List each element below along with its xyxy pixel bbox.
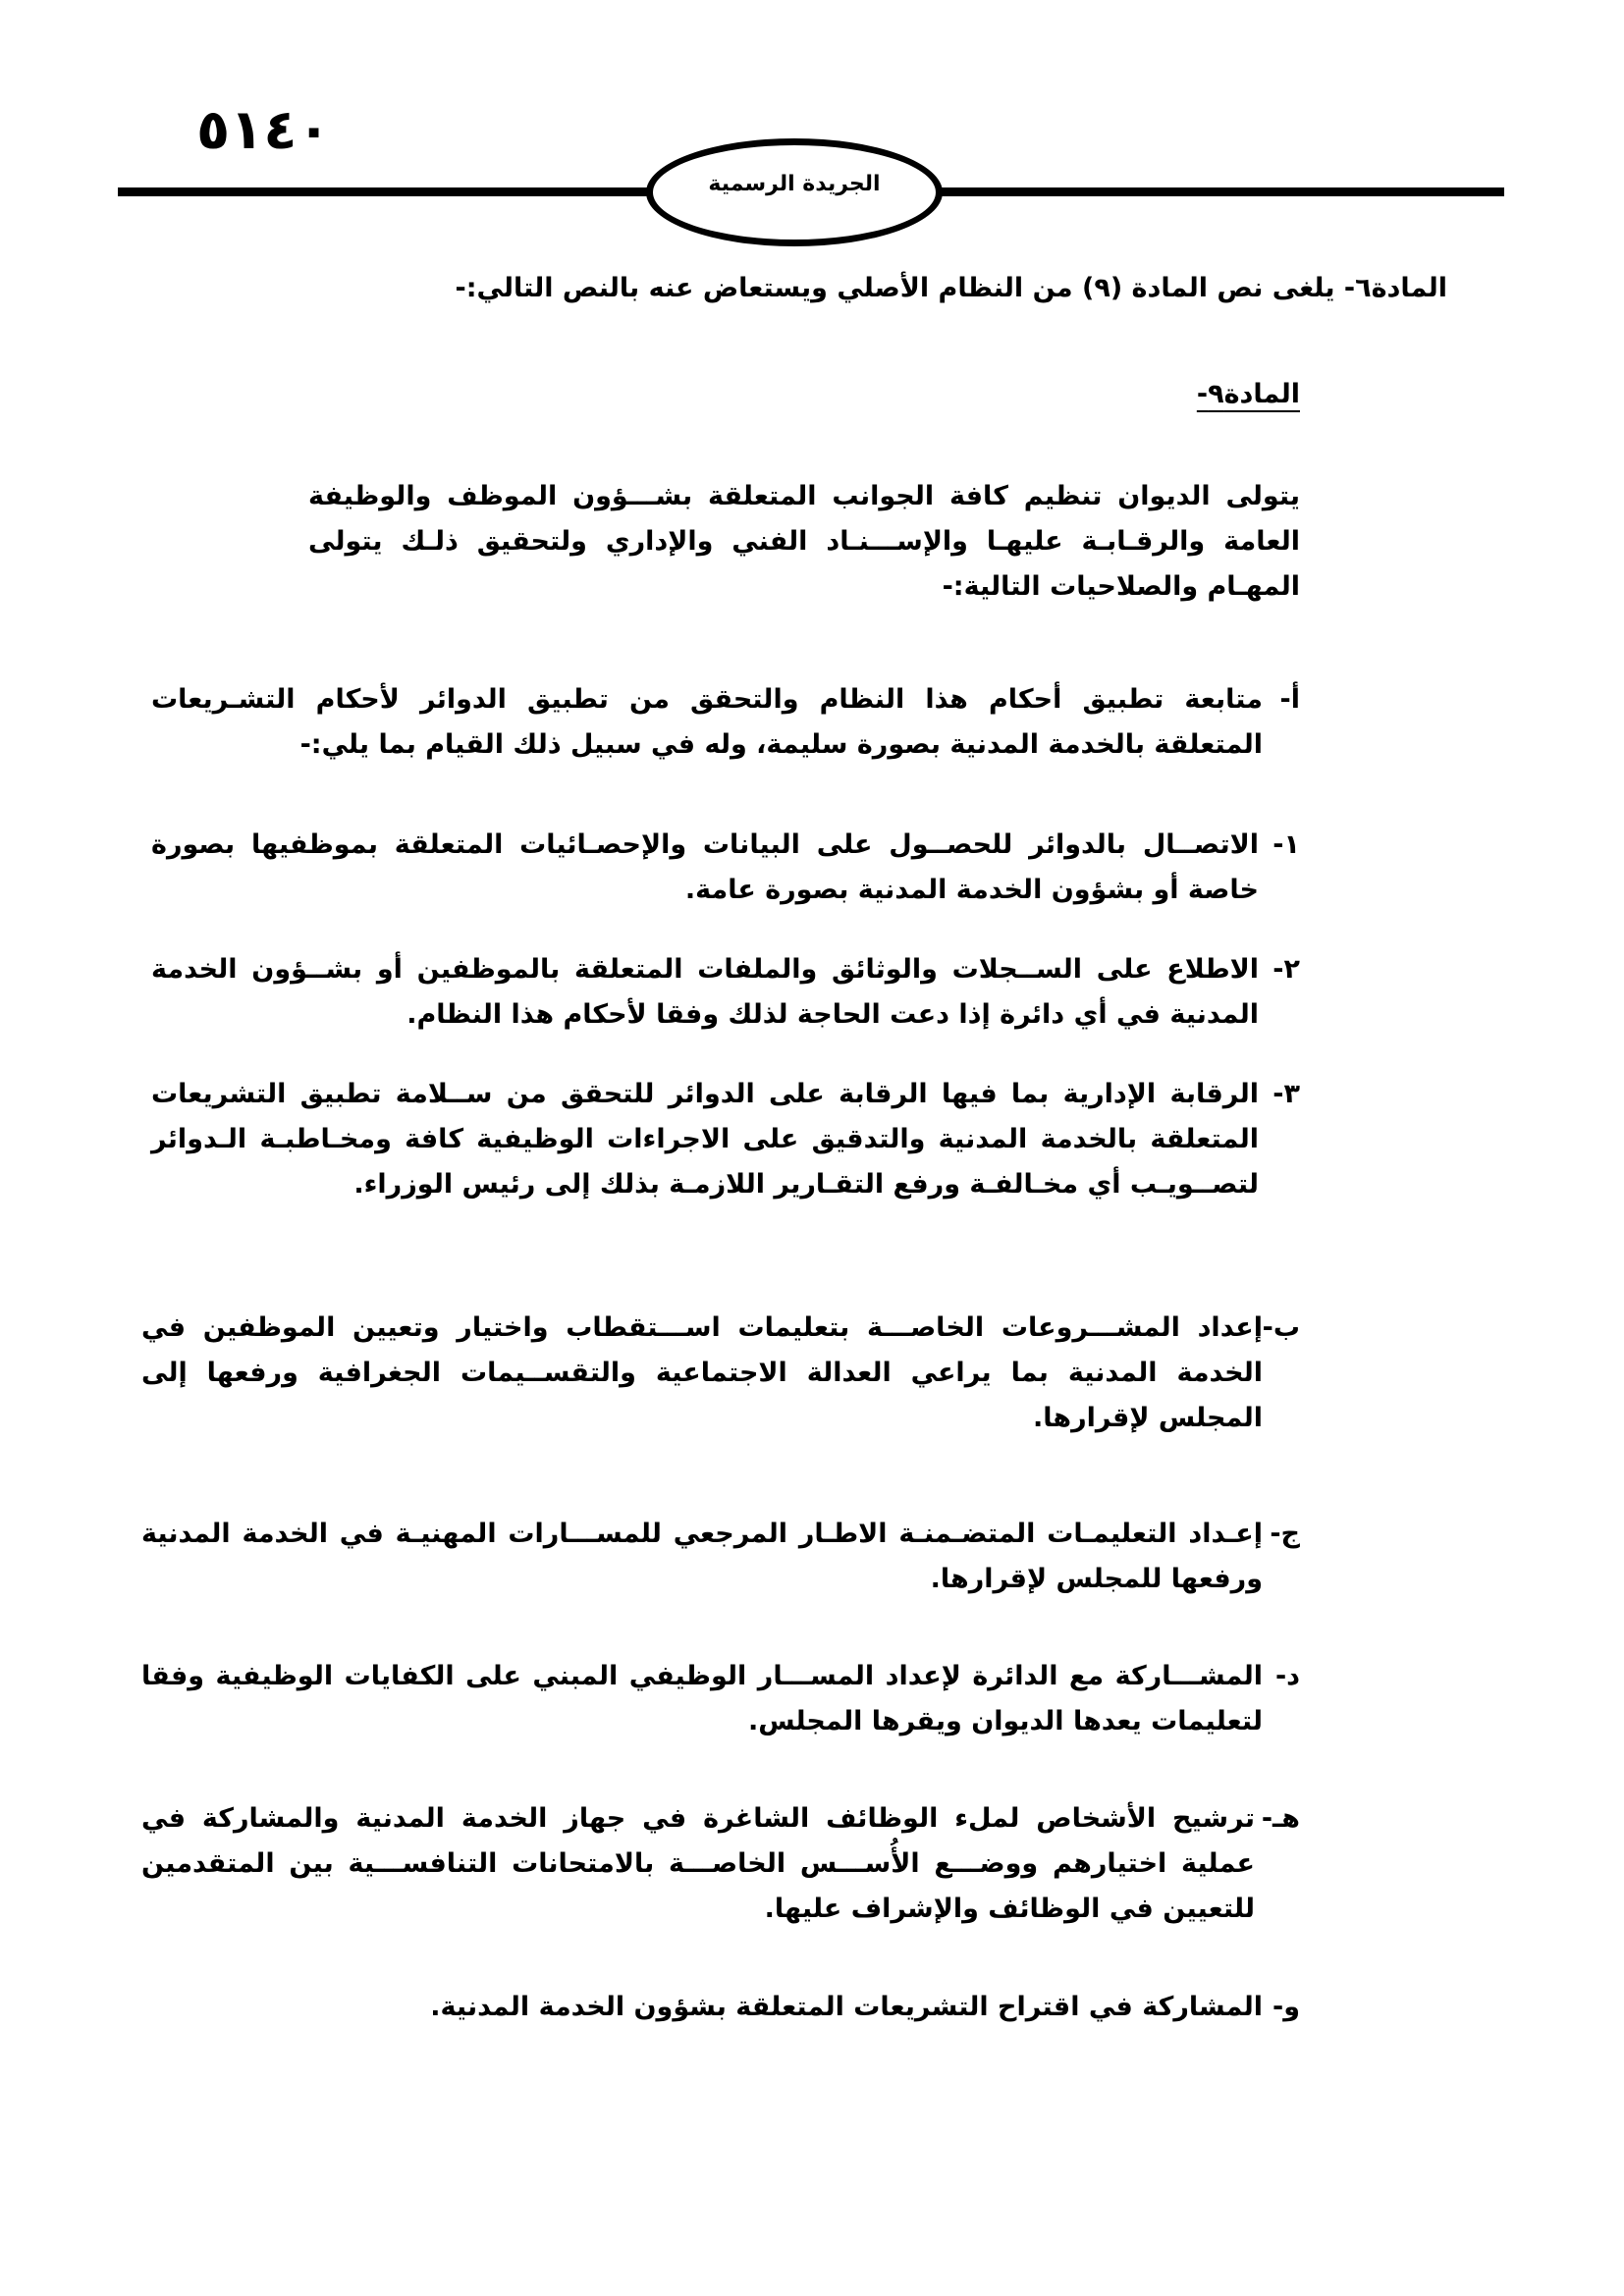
subitem-marker: ٢- (1272, 954, 1300, 985)
article-6-text: المادة٦- يلغى نص المادة (٩) من النظام الأصلي ويستعاض عنه بالنص التالي:- (455, 273, 1447, 303)
item-marker: أ- (1279, 684, 1300, 715)
item-text: إعداد المشـــروعات الخاصـــة بتعليمات اســـتقطاب واختيار وتعيين الموظفين في الخدمة المدنية بما يراعي العدالة الاجتماعية والتقســيمات الجغرافية ورفعها إلى المجلس لإقرارها. (141, 1312, 1263, 1433)
page-number: ٥١٤٠ (196, 98, 331, 162)
article-9-heading: المادة٩- (1196, 379, 1300, 409)
item-text: المشاركة في اقتراح التشريعات المتعلقة بشؤون الخدمة المدنية. (430, 1992, 1263, 2022)
publication-title: الجريدة الرسمية (708, 171, 881, 196)
subitem-text: الرقابة الإدارية بما فيها الرقابة على الدوائر للتحقق من ســلامة تطبيق التشريعات المتعلقة بالخدمة المدنية والتدقيق على الاجراءات الوظيفية كافة ومخـاطبـة الـدوائر لتصــويـب أي مخـالفـة ورفع التقـارير اللازمـة بذلك إلى رئيس الوزراء. (151, 1079, 1259, 1200)
subitem-marker: ١- (1272, 829, 1300, 860)
list-item-b (141, 1306, 1300, 1441)
item-marker: ج- (1270, 1519, 1300, 1549)
list-subitem-2 (151, 947, 1300, 1038)
list-subitem-3 (151, 1072, 1300, 1207)
header-oval-seal (646, 138, 943, 246)
list-item-f (141, 1985, 1300, 2030)
subitem-marker: ٣- (1272, 1079, 1300, 1109)
item-text: إعـداد التعليمـات المتضـمنـة الاطـار المرجعي للمســـارات المهنيـة في الخدمة المدنية ورفعها للمجلس لإقرارها. (141, 1519, 1263, 1594)
item-marker: هـ- (1261, 1803, 1300, 1834)
list-subitem-1 (151, 823, 1300, 913)
list-item-d (141, 1654, 1300, 1744)
item-text: ترشيح الأشخاص لملء الوظائف الشاغرة في جهاز الخدمة المدنية والمشاركة في عملية اختيارهم ووضـــع الأُســـس الخاصـــة بالامتحانات التنافســـية بين المتقدمين للتعيين في الوظائف والإشراف عليها. (141, 1803, 1255, 1924)
list-item-e (141, 1796, 1300, 1932)
list-item-c (141, 1512, 1300, 1602)
item-text: متابعة تطبيق أحكام هذا النظام والتحقق من تطبيق الدوائر لأحكام التشـريعات المتعلقة بالخدمة المدنية بصورة سليمة، وله في سبيل ذلك القيام بما يلي:- (151, 684, 1263, 760)
item-marker: ب- (1262, 1312, 1300, 1343)
subitem-text: الاطلاع على الســجلات والوثائق والملفات المتعلقة بالموظفين أو بشــؤون الخدمة المدنية في أي دائرة إذا دعت الحاجة لذلك وفقا لأحكام هذا النظام. (151, 954, 1259, 1030)
item-text: المشـــاركة مع الدائرة لإعداد المســـار الوظيفي المبني على الكفايات الوظيفية وفقا لتعليمات يعدها الديوان ويقرها المجلس. (141, 1661, 1263, 1736)
item-marker: د- (1274, 1661, 1300, 1691)
subitem-text: الاتصــال بالدوائر للحصــول على البيانات والإحصـائيات المتعلقة بموظفيها بصورة خاصة أو بشؤون الخدمة المدنية بصورة عامة. (151, 829, 1259, 905)
list-item-a (151, 677, 1300, 768)
item-marker: و- (1272, 1992, 1300, 2022)
article-9-intro: يتولى الديوان تنظيم كافة الجوانب المتعلقة بشـــؤون الموظف والوظيفة العامة والرقـابـة عليهـا والإســـنـاد الفني والإداري ولتحقيق ذلـك يتولى المهـام والصلاحيات التالية:- (308, 481, 1300, 602)
